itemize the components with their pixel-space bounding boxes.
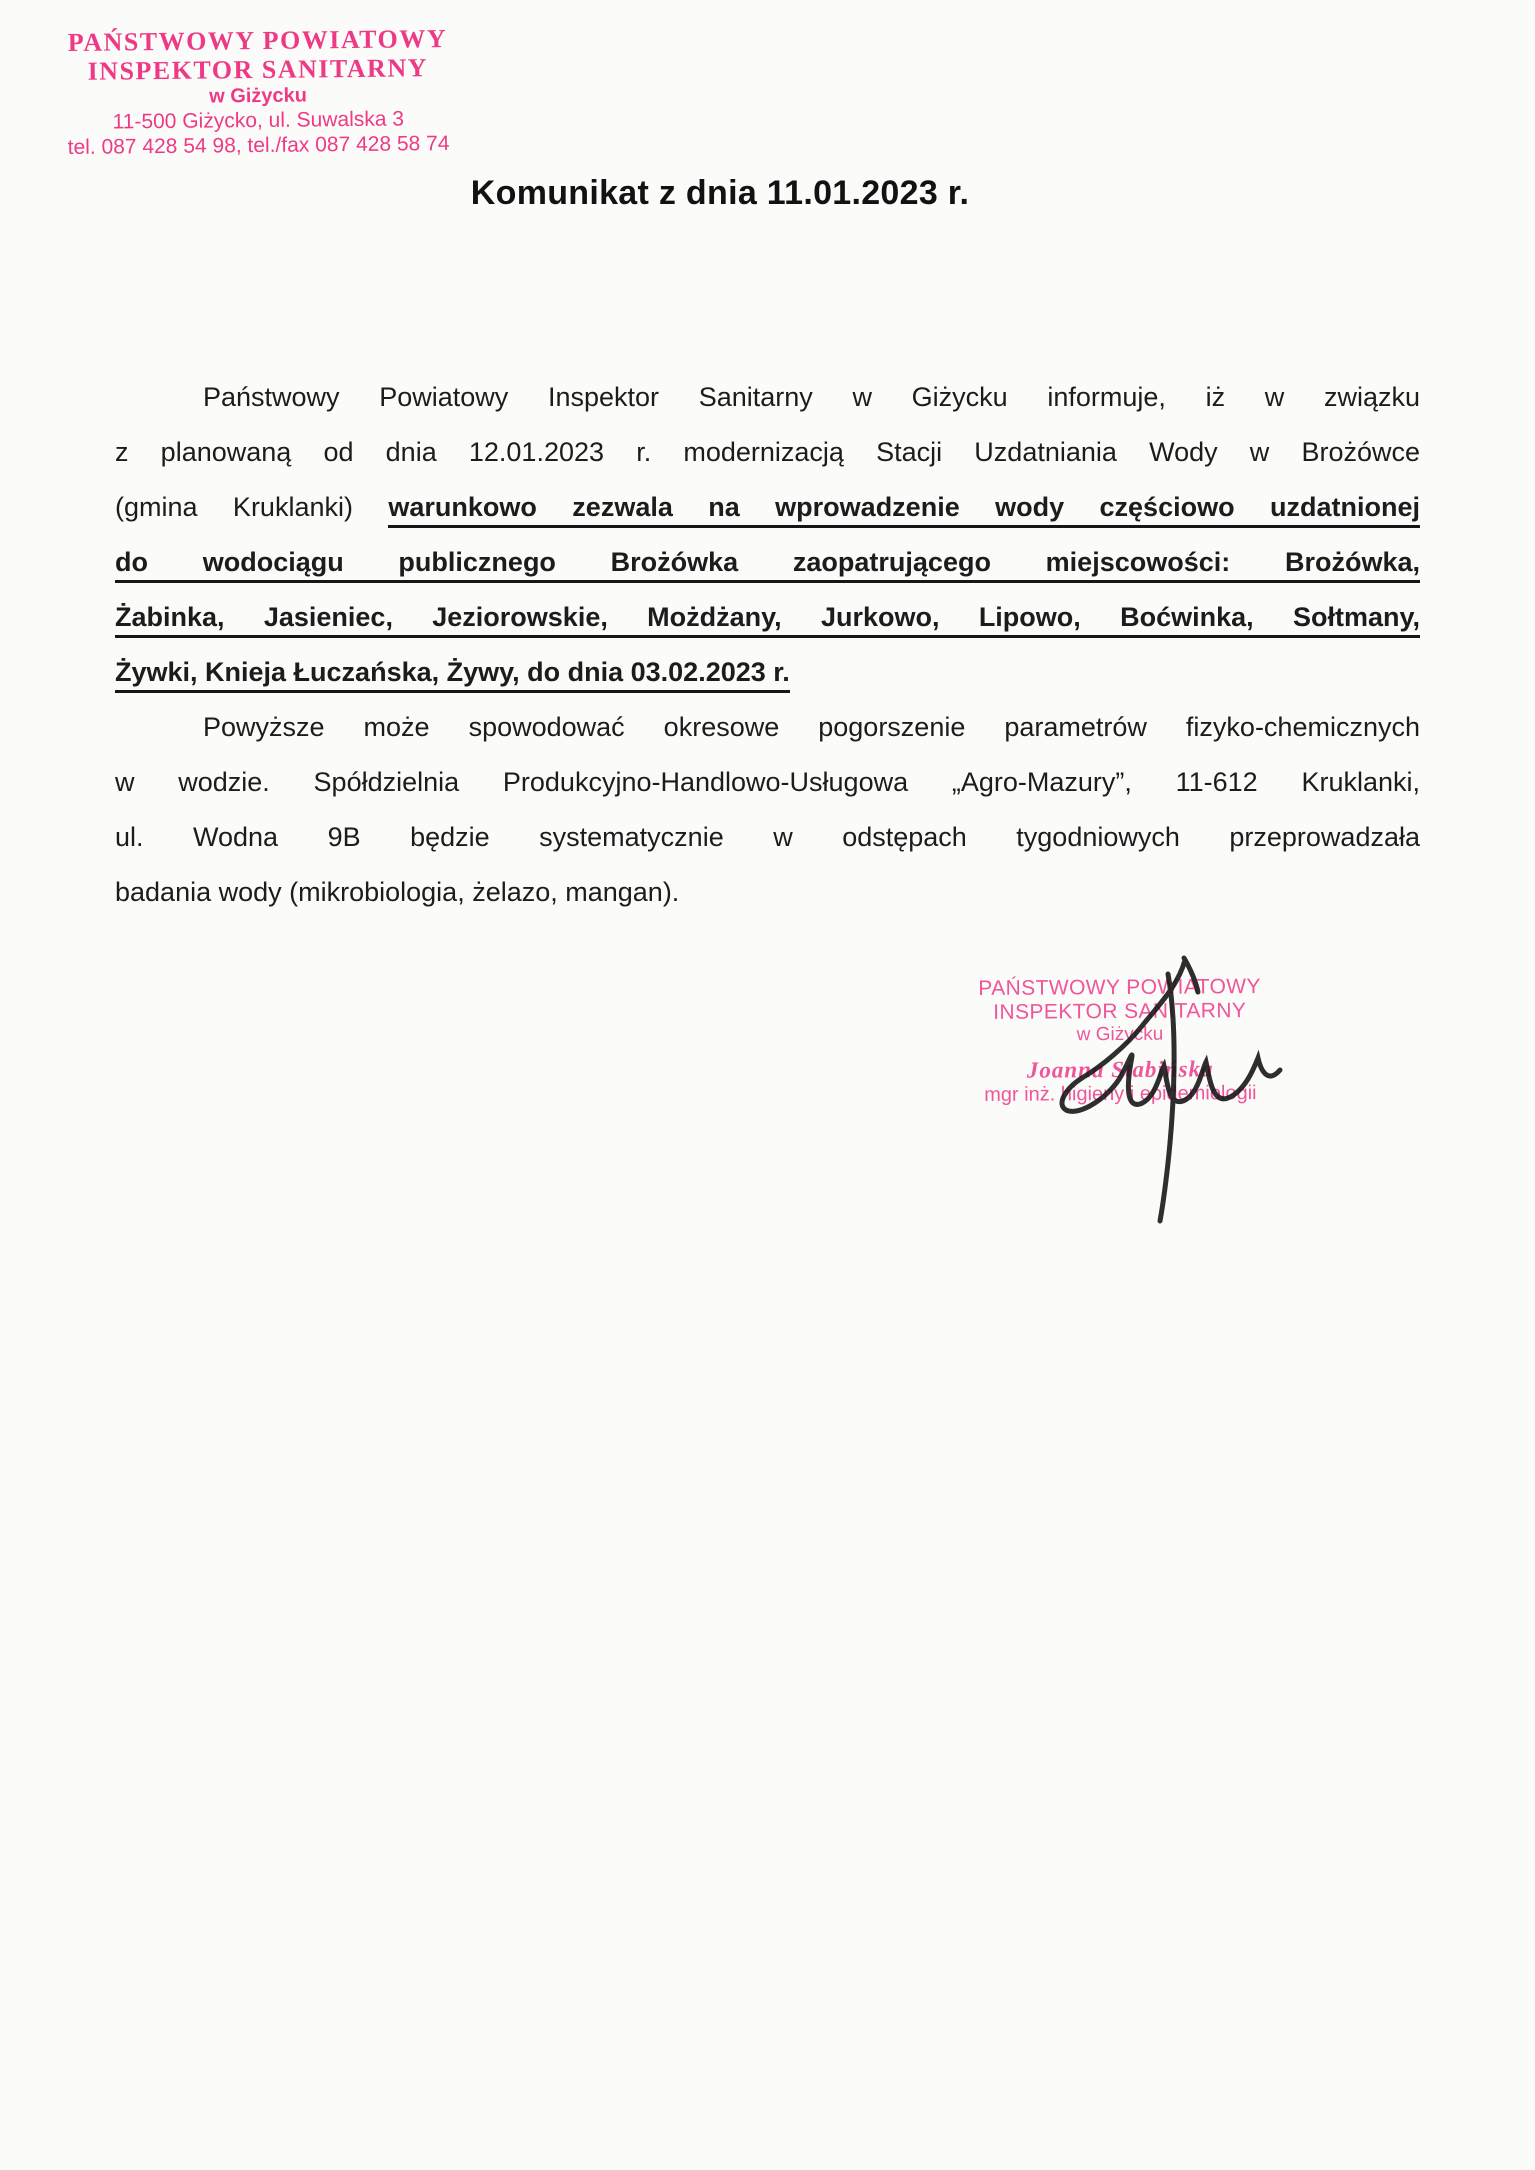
sig-stamp-city: w Giżycku [1076, 1023, 1164, 1046]
inspector-signature-stamp [942, 975, 1299, 1107]
body-line [115, 700, 1420, 755]
body-text-segment: ul. Wodna 9B będzie systematycznie w odstępach tygodniowych przeprowadzała [115, 822, 1420, 852]
stamp-org-line-2: INSPEKTOR SANITARNY [87, 53, 429, 86]
body-text-segment: Państwowy Powiatowy Inspektor Sanitarny w Giżycku informuje, iż w związku [203, 382, 1420, 412]
body-text-segment: Powyższe może spowodować okresowe pogorszenie parametrów fizyko-chemicznych [203, 712, 1420, 742]
body-text-emphasis: warunkowo zezwala na wprowadzenie wody częściowo uzdatnionej [388, 492, 1420, 528]
body-text-emphasis: Żabinka, Jasieniec, Jeziorowskie, Możdżany, Jurkowo, Lipowo, Boćwinka, Sołtmany, [115, 602, 1420, 638]
body-line [115, 370, 1420, 425]
sig-stamp-org-line-1: PAŃSTWOWY POWIATOWY [978, 975, 1261, 1000]
office-address-stamp [39, 24, 476, 161]
stamp-address: 11-500 Giżycko, ul. Suwalska 3 [112, 107, 405, 134]
document-body [115, 370, 1420, 920]
body-line [115, 755, 1420, 810]
body-text-segment: (gmina Kruklanki) [115, 492, 353, 522]
stamp-org-line-1: PAŃSTWOWY POWIATOWY [67, 24, 448, 57]
inspector-name: Joanna Stabińska [1026, 1056, 1214, 1083]
body-text-segment: badania wody (mikrobiologia, żelazo, mangan). [115, 877, 680, 907]
body-line [115, 865, 1420, 920]
body-text-segment: w wodzie. Spółdzielnia Produkcyjno-Handlowo-Usługowa „Agro-Mazury”, 11-612 Kruklanki, [115, 767, 1420, 797]
body-line [115, 810, 1420, 865]
body-text-emphasis: Żywki, Knieja Łuczańska, Żywy, do dnia 03.02.2023 r. [115, 657, 790, 693]
body-text-segment: z planowaną od dnia 12.01.2023 r. modernizacją Stacji Uzdatniania Wody w Brożówce [115, 437, 1420, 467]
body-line [115, 590, 1420, 645]
body-text-emphasis: do wodociągu publicznego Brożówka zaopatrującego miejscowości: Brożówka, [115, 547, 1420, 583]
document-title: Komunikat z dnia 11.01.2023 r. [470, 174, 970, 212]
body-line [115, 480, 1420, 535]
body-line [115, 425, 1420, 480]
stamp-city: w Giżycku [209, 84, 308, 108]
body-line [115, 645, 1420, 700]
sig-stamp-org-line-2: INSPEKTOR SANITARNY [993, 999, 1247, 1024]
stamp-phone: tel. 087 428 54 98, tel./fax 087 428 58 74 [67, 131, 450, 159]
inspector-title: mgr inż. higieny i epidemiologii [984, 1082, 1257, 1106]
body-line [115, 535, 1420, 590]
